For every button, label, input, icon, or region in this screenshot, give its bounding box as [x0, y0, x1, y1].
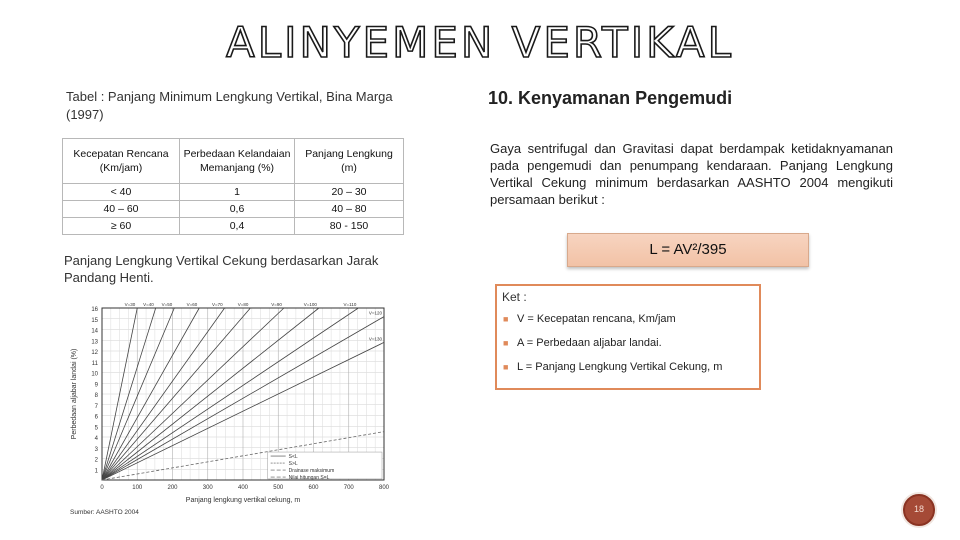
chart-y-tick-label: 2 — [94, 457, 98, 464]
chart-series-label: V=70 — [211, 302, 223, 307]
table-header-row — [63, 139, 404, 184]
formula-text: L = AV²/395 — [649, 241, 727, 258]
legend-item-text: L = Panjang Lengkung Vertikal Cekung, m — [517, 361, 723, 373]
chart-y-tick-label: 8 — [94, 393, 98, 399]
legend-item-text: V = Kecepatan rencana, Km/jam — [517, 313, 676, 325]
table-row — [63, 184, 404, 201]
chart-x-tick-label: 600 — [308, 485, 319, 491]
bullet-icon: ■ — [503, 314, 509, 324]
chart-legend-label: Drainase maksimum — [288, 468, 335, 475]
table-cell: 0,6 — [180, 201, 295, 218]
table-cell: 20 – 30 — [295, 184, 404, 201]
chart-series-label: V=90 — [271, 302, 282, 307]
page-number-badge — [903, 494, 935, 526]
chart-y-tick-label: 7 — [94, 403, 98, 410]
table-cell: 1 — [180, 184, 295, 201]
table-cell: 40 – 60 — [63, 201, 180, 218]
chart-caption: Panjang Lengkung Vertikal Cekung berdasarkan Jarak Pandang Henti. — [64, 253, 379, 285]
chart-x-tick-label: 300 — [202, 485, 213, 491]
chart-y-tick-label: 9 — [94, 382, 98, 389]
chart-x-axis-label: Panjang lengkung vertikal cekung, m — [185, 497, 301, 504]
chart-y-tick-label: 4 — [94, 436, 98, 442]
chart-series-label: V=120 — [368, 310, 382, 316]
chart-y-tick-label: 13 — [91, 339, 98, 346]
chart-series-label: V=110 — [343, 302, 357, 307]
legend-box — [495, 284, 761, 390]
chart-series-label: V=80 — [237, 302, 249, 307]
chart-x-tick-label: 800 — [378, 485, 390, 491]
chart-y-tick-label: 14 — [91, 328, 98, 335]
min-curve-length-table — [62, 138, 404, 235]
table-cell: ≥ 60 — [63, 218, 180, 235]
page-number: 18 — [913, 504, 924, 514]
chart-x-tick-label: 200 — [167, 485, 178, 491]
chart-y-tick-label: 6 — [94, 414, 98, 421]
chart-series-label: V=40 — [143, 302, 154, 307]
table-caption: Tabel : Panjang Minimum Lengkung Vertikal, Bina Marga (1997) — [66, 89, 393, 122]
table-cell: < 40 — [63, 184, 180, 201]
chart-legend-label: S>L — [288, 461, 298, 468]
chart-y-axis-label: Perbedaan aljabar landai (%) — [71, 348, 78, 440]
chart-legend-label: S<L — [288, 454, 298, 461]
table-row — [63, 218, 404, 235]
chart-y-tick-label: 12 — [91, 350, 98, 356]
chart-x-tick-label: 400 — [237, 485, 249, 491]
chart-y-tick-label: 5 — [94, 425, 98, 432]
table-cell: 80 - 150 — [295, 218, 404, 235]
legend-item-text: A = Perbedaan aljabar landai. — [517, 337, 662, 349]
chart-series-label: V=30 — [124, 302, 136, 307]
chart-y-tick-label: 3 — [94, 446, 98, 453]
table-header-grade-diff: Perbedaan Kelandaian Memanjang (%) — [180, 139, 295, 184]
sag-curve-chart — [62, 298, 396, 520]
table-cell: 40 – 80 — [295, 201, 404, 218]
chart-x-tick-label: 0 — [100, 485, 104, 491]
chart-svg — [62, 298, 396, 520]
chart-source-label: Sumber: AASHTO 2004 — [70, 509, 139, 516]
chart-series-label: V=130 — [368, 336, 382, 342]
chart-y-tick-label: 1 — [94, 468, 98, 475]
table-cell: 0,4 — [180, 218, 295, 235]
legend-list — [503, 312, 722, 384]
chart-series-label: V=60 — [186, 302, 198, 307]
chart-x-tick-label: 700 — [343, 485, 354, 491]
chart-series-label: V=50 — [161, 302, 173, 307]
table-row — [63, 201, 404, 218]
chart-series-label: V=100 — [303, 302, 317, 307]
list-item — [503, 336, 722, 360]
chart-x-tick-label: 100 — [132, 485, 143, 491]
chart-legend-label: Nilai hitungan S=L — [288, 475, 330, 482]
bullet-icon: ■ — [503, 362, 509, 372]
chart-y-tick-label: 16 — [91, 307, 98, 313]
legend-title: Ket : — [502, 290, 527, 304]
list-item — [503, 312, 722, 336]
chart-y-tick-label: 10 — [91, 371, 98, 378]
chart-y-tick-label: 15 — [91, 317, 98, 324]
table-header-speed: Kecepatan Rencana (Km/jam) — [63, 139, 180, 184]
table-header-length: Panjang Lengkung (m) — [295, 139, 404, 184]
comfort-paragraph: Gaya sentrifugal dan Gravitasi dapat berdampak ketidaknyamanan pada pengemudi dan penumpang kendaraan. Panjang Lengkung Vertikal Cekung minimum berdasarkan AASHTO 2004 mengikuti persamaan berikut : — [490, 141, 893, 207]
section-heading: 10. Kenyamanan Pengemudi — [488, 88, 733, 108]
chart-y-tick-label: 11 — [91, 360, 98, 367]
bullet-icon: ■ — [503, 338, 509, 348]
chart-x-tick-label: 500 — [273, 485, 284, 491]
formula-box — [567, 233, 809, 267]
slide-title: ALINYEMEN VERTIKAL — [225, 18, 735, 67]
list-item — [503, 360, 722, 384]
